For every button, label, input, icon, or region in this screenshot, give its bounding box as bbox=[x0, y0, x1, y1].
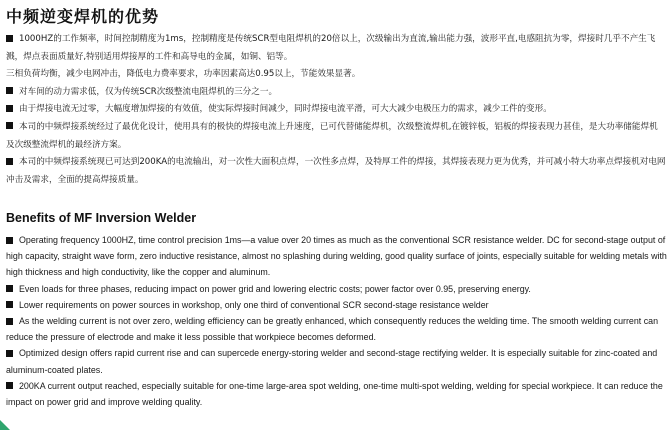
bullet-square-icon bbox=[6, 122, 13, 129]
en-paragraph-4: As the welding current is not over zero, welding efficiency can be greatly enhanced, which consequently reduces the welding time. The smooth welding current can reduce the pressure of electrode and make it less possible that workpiece becomes deformed. bbox=[6, 316, 659, 343]
en-paragraph-3: Lower requirements on power sources in workshop, only one third of conventional SCR second-stage resistance welder bbox=[6, 297, 668, 313]
bullet-square-icon bbox=[6, 105, 13, 112]
english-body bbox=[6, 232, 668, 410]
chinese-title: 中频逆变焊机的优势 bbox=[6, 7, 160, 26]
bullet-square-icon bbox=[6, 87, 13, 94]
cn-paragraph-3: 对车间的动力需求低，仅为传统SCR次级整流电阻焊机的三分之一。 bbox=[6, 84, 666, 102]
cn-paragraph-6: 本司的中频焊接系统现已可达到200KA的电流输出，对一次性大面积点焊，一次性多点焊，及特厚工件的焊接，其焊接表现力更为优秀，并可减小特大功率点焊接机对电网冲击及需求，全面的提高焊接质量。 bbox=[6, 157, 666, 185]
bullet-square-icon bbox=[6, 158, 13, 165]
cn-paragraph-1: 1000HZ的工作频率，时间控制精度为1ms，控制精度是传统SCR型电阻焊机的20倍以上，次级输出为直流,输出能力强，波形平直,电感阻抗为零，焊接时几乎不产生飞溅，焊点表面质量好,特别适用焊接厚的工件和高导电的金属，如铜、铝等。 bbox=[6, 34, 656, 62]
bullet-square-icon bbox=[6, 382, 13, 389]
en-paragraph-1: Operating frequency 1000HZ, time control precision 1ms—a value over 20 times as much as the conventional SCR resistance welder. DC for second-stage output of high capacity, straight wave form, zero inductive resistance, almost no splashing during welding, good quality surface of joints, especially suitable for welding metals with high thickness and high conductivity, like the copper and aluminum. bbox=[6, 235, 667, 278]
en-paragraph-6: 200KA current output reached, especially suitable for one-time large-area spot welding, one-time multi-spot welding, welding for special workpiece. It can reduce the impact on power grid and improve welding quality. bbox=[6, 380, 663, 408]
bullet-square-icon bbox=[6, 350, 13, 357]
english-title: Benefits of MF Inversion Welder bbox=[6, 211, 197, 225]
cn-paragraph-5: 本司的中频焊接系统经过了最优化设计，使用具有的极快的焊接电流上升速度，已可代替储能焊机，次级整流焊机,在镀锌板，铝板的焊接表现力甚佳，是大功率储能焊机及次级整流焊机的最经济方案。 bbox=[6, 121, 658, 150]
chinese-body bbox=[6, 31, 666, 189]
cn-paragraph-4: 由于焊接电流无过零，大幅度增加焊接的有效值，使实际焊接时间减少，同时焊接电流平滑，可大大减少电极压力的需求，减少工件的变形。 bbox=[6, 101, 666, 119]
en-paragraph-2: Even loads for three phases, reducing impact on power grid and lowering electric costs; power factor over 0.95, preserving energy. bbox=[6, 281, 668, 297]
corner-accent-icon bbox=[0, 420, 10, 430]
bullet-square-icon bbox=[6, 301, 13, 308]
bullet-square-icon bbox=[6, 318, 13, 325]
bullet-square-icon bbox=[6, 285, 13, 292]
cn-paragraph-2: 三相负荷均衡，减少电网冲击，降低电力费率要求，功率因素高达0.95以上，节能效果显著。 bbox=[6, 69, 361, 80]
bullet-square-icon bbox=[6, 35, 13, 42]
en-paragraph-5: Optimized design offers rapid current rise and can supercede energy-storing welder and second-stage rectifying welder. It is especially suitable for zinc-coated and aluminum-coated plates. bbox=[6, 348, 658, 375]
bullet-square-icon bbox=[6, 237, 13, 244]
